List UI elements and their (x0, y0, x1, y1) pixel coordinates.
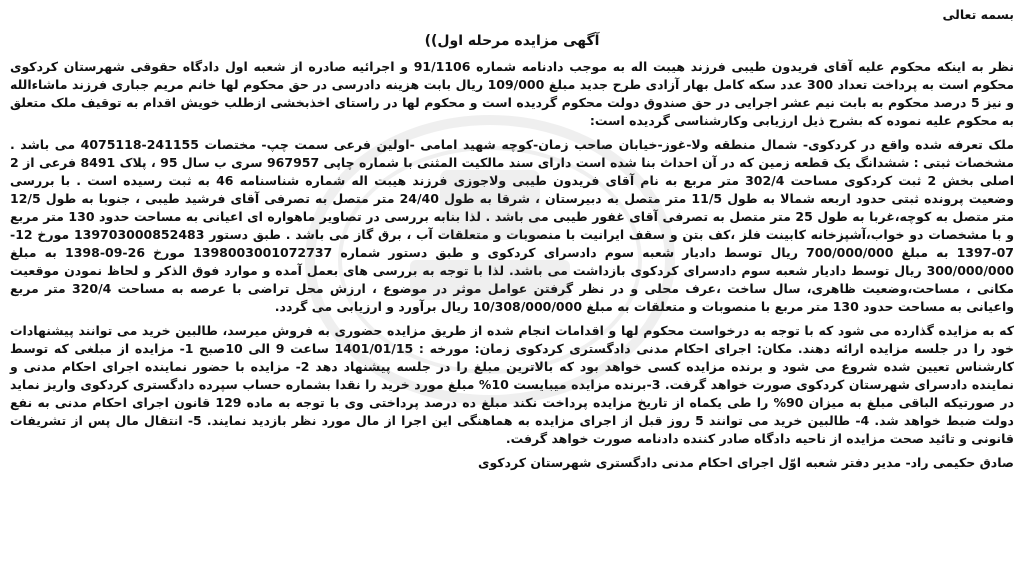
notice-title: آگهی مزایده مرحله اول)) (424, 33, 600, 49)
basmala-heading: بسمه تعالی (942, 7, 1014, 22)
notice-paragraph-intro: نظر به اینکه محکوم علیه آقای فریدون طیبی فرزند هیبت اله به موجب دادنامه شماره 91/1106 و اجرائیه صادره از شعبه اول دادگاه حقوقی شهرستان کردکوی محکوم است به پرداخت تعداد 300 عدد سکه کامل بهار آزادی طرح جدید مبلغ 109/000 ریال بابت هزینه دادرسی در حق محکوم لها خانم مریم جباری فرزند ماشاءالله و نیز 5 درصد محکوم به بابت نیم عشر اجرایی در حق صندوق دولت محکوم گردیده است و محکوم لها در راستای اخذبخشی ازطلب خویش اقدام به توقیف ملک متعلق به محکوم علیه نموده که بشرح ذیل ارزیابی وکارشناسی گردیده است: (10, 59, 1014, 128)
notice-paragraph-property: ملک تعرفه شده واقع در کردکوی- شمال منطقه ولا-غوز-خیابان صاحب زمان-کوچه شهید امامی -اولین فرعی سمت چپ- مختصات 241155-4075118 می باشد . مشخصات ثبتی : ششدانگ یک قطعه زمین که در آن احداث بنا شده است دارای سند مالکیت المثنی با شماره چاپی 967957 سری ب سال 95 ، پلاک 8491 فرعی از 2 اصلی بخش 2 ثبت کردکوی مساحت 302/4 متر مربع به نام آقای فریدون طیبی ولاجوزی فرزند هیبت اله شماره شناسنامه 46 به ثبت رسیده است . با بررسی وضعیت پرونده ثبتی حدود اربعه شمالا به طول 11/5 متر متصل به دبیرستان ، شرقا به طول 24/40 متر متصل به تصرفی آقای فرشید طیبی ، جنوبا به طول 12/5 متر متصل به کوچه،غربا به طول 25 متر متصل به تصرفی آقای غفور طیبی می باشد . لذا بنابه بررسی در تصاویر ماهواره ای اعیانی به مساحت حدود 130 متر مربع و با مشخصات دو خواب،آشپزخانه کابینت فلز ،کف بتن و سقف ایرانیت با منصوبات و متعلقات آب ، برق گاز می باشد . طبق دستور 139703000852483 مورخ 12-07-1397 به مبلغ 700/000/000 ریال توسط دادیار شعبه سوم دادسرای کردکوی و طبق دستور شماره 1398003001072737 مورخ 26-09-1398 به مبلغ 300/000/000 ریال توسط دادیار شعبه سوم دادسرای کردکوی بازداشت می باشد. لذا با توجه به بررسی های بعمل آمده و موارد فوق الذکر و لحاظ نمودن موقعیت مکانی ، مساحت،وضعیت ظاهری، سال ساخت ،عرف محلی و در نظر گرفتن عوامل موثر در موضوع ، ارزش محل تراضی با عرصه به مساحت 320/4 متر مربع واعیانی به مساحت حدود 130 متر مربع با منصوبات و متعلقات به مبلغ 10/308/000/000 ریال برآورد و ارزیابی می گردد. (10, 137, 1015, 314)
notice-paragraph-terms: که به مزایده گذارده می شود که با توجه به درخواست محکوم لها و اقدامات انجام شده از طریق مزایده حضوری به فروش میرسد، طالبین خرید می توانند پیشنهادات خود را در جلسه مزایده ارائه دهند. مکان: اجرای احکام مدنی دادگستری کردکوی زمان: مورخه : 1401/01/15 ساعت 9 الی 10صبح 1- مزایده از مبلغی که توسط کارشناس تعیین شده شروع می شود و برنده مزایده کسی خواهد بود که بالاترین مبلغ را در جلسه پیشنهاد دهد 2- مزایده با حضور نماینده اجرای احکام مدنی و نماینده دادسرای شهرستان کردکوی صورت خواهد گرفت. 3-برنده مزایده میبایست 10% مبلغ مورد خرید را نقدا بشماره حساب سپرده دادگستری کردکوی واریز نماید در صورتیکه الباقی مبلغ به میزان 90% را طی یکماه از تاریخ مزایده پرداخت نکند مبلغ ده درصد پرداختی وی با توجه به ماده 129 قانون اجرای احکام مدنی به نفع دولت ضبط خواهد شد. 4- طالبین خرید می توانند 5 روز قبل از اجرای مزایده به هماهنگی این اجرا از مال مورد نظر بازدید نمایند. 5- انتقال مال پس از تشریفات قانونی و تائید صحت مزایده از ناحیه دادگاه صادر کننده دادنامه صورت خواهد گرفت. (10, 323, 1014, 446)
signature-line: صادق حکیمی راد- مدیر دفتر شعبه اوّل اجرای احکام مدنی دادگستری شهرستان کردکوی (478, 455, 1014, 470)
